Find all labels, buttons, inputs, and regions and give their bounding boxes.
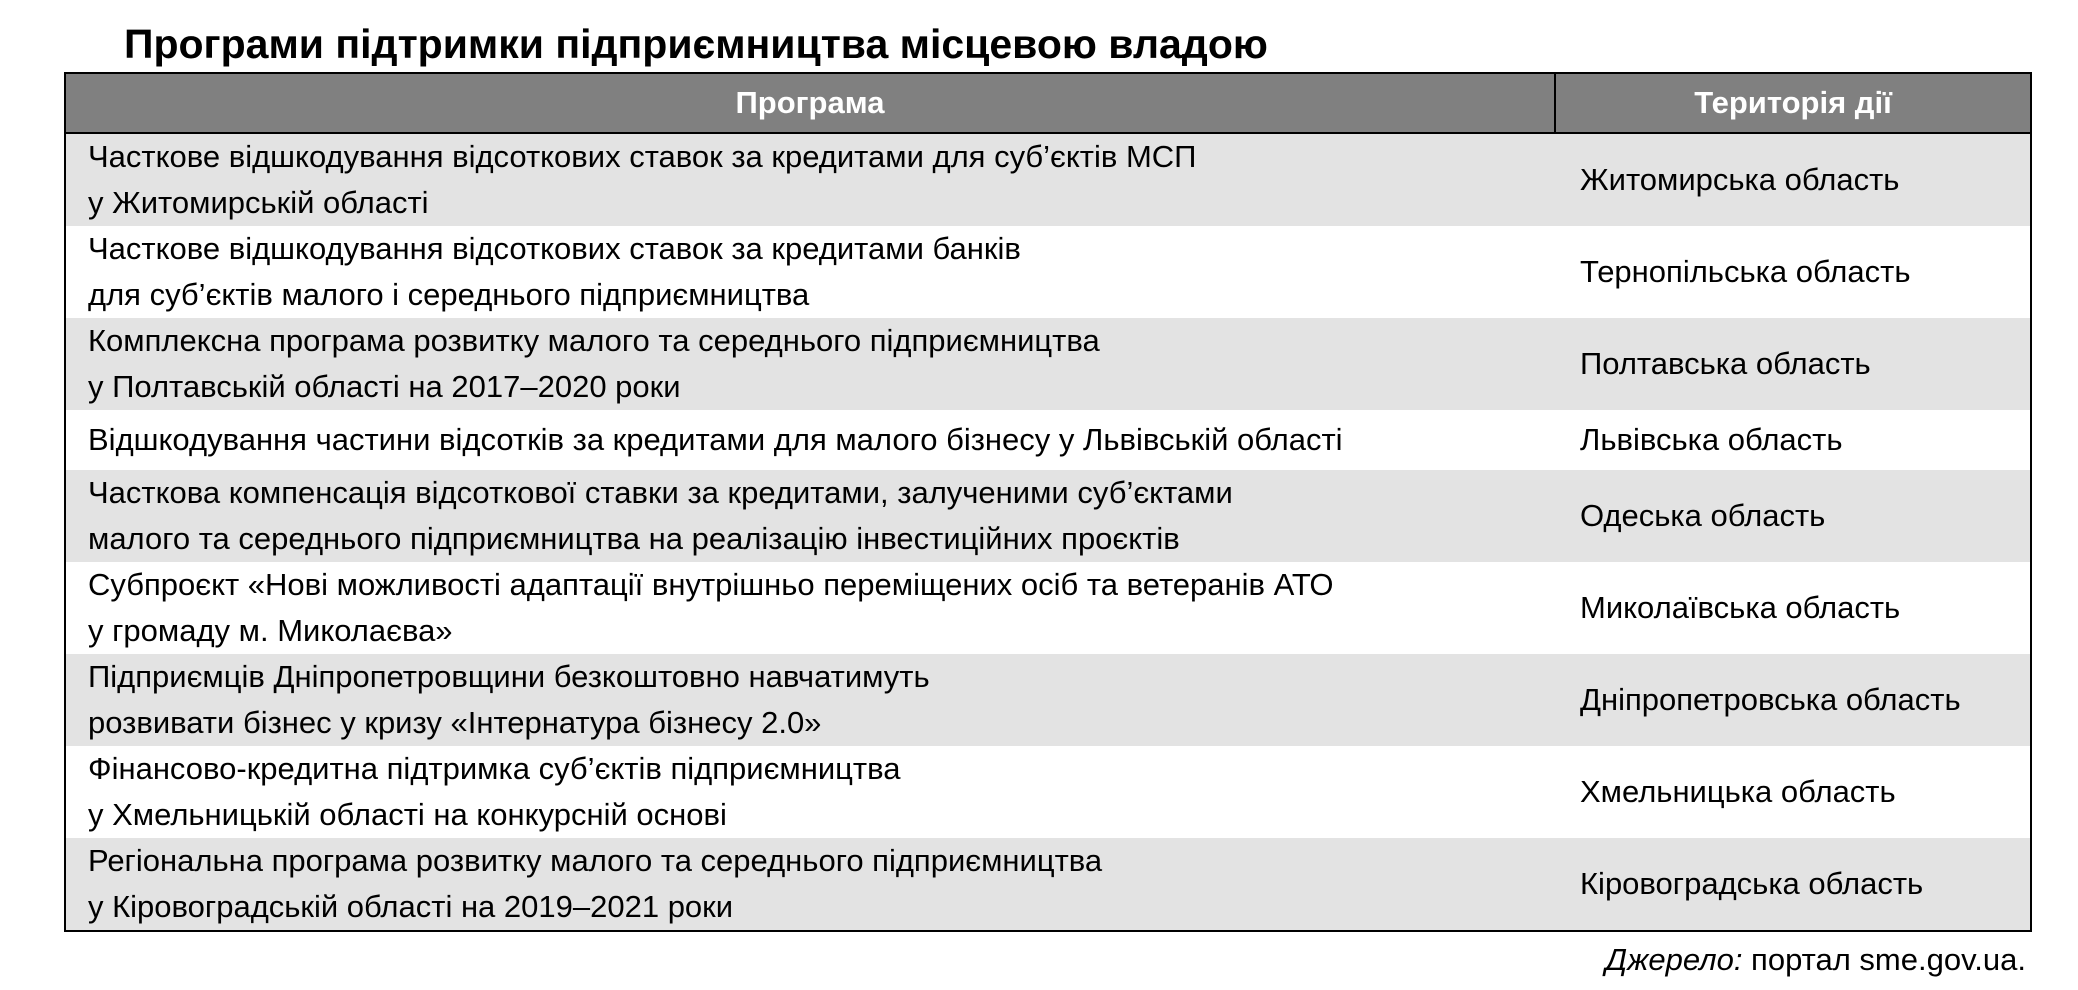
- territory-cell: Полтавська область: [1580, 346, 1871, 381]
- program-line: у Хмельницькій області на конкурсній основі: [88, 797, 727, 832]
- program-cell: [66, 318, 1556, 410]
- territory-cell: Тернопільська область: [1580, 254, 1911, 289]
- program-line: Фінансово-кредитна підтримка суб’єктів підприємництва: [88, 751, 901, 786]
- program-line: Відшкодування частини відсотків за кредитами для малого бізнесу у Львівській області: [88, 422, 1343, 457]
- program-line: у громаду м. Миколаєва»: [88, 613, 453, 648]
- program-cell: [66, 470, 1556, 562]
- table-row: [66, 410, 2030, 470]
- source-note: [1605, 938, 2026, 982]
- program-line: у Кіровоградській області на 2019–2021 роки: [88, 889, 734, 924]
- territory-cell: Хмельницька область: [1580, 774, 1896, 809]
- table-row: [66, 838, 2030, 930]
- program-cell: [66, 654, 1556, 746]
- program-line: Часткове відшкодування відсоткових ставок за кредитами банків: [88, 231, 1021, 266]
- source-text: портал sme.gov.ua.: [1742, 942, 2026, 977]
- program-line: Часткова компенсація відсоткової ставки за кредитами, залученими суб’єктами: [88, 475, 1233, 510]
- territory-cell: Львівська область: [1580, 422, 1843, 457]
- program-line: розвивати бізнес у кризу «Інтернатура бізнесу 2.0»: [88, 705, 822, 740]
- table-row: [66, 654, 2030, 746]
- territory-cell: Дніпропетровська область: [1580, 682, 1961, 717]
- program-cell: [66, 562, 1556, 654]
- territory-cell: Одеська область: [1580, 498, 1826, 533]
- program-line: у Полтавській області на 2017–2020 роки: [88, 369, 681, 404]
- header-territory: Територія дії: [1694, 85, 1892, 120]
- table-row: [66, 746, 2030, 838]
- territory-cell: Миколаївська область: [1580, 590, 1901, 625]
- program-line: малого та середнього підприємництва на реалізацію інвестиційних проєктів: [88, 521, 1180, 556]
- page-title: Програми підтримки підприємництва місцевою владою: [124, 21, 1268, 67]
- program-line: у Житомирській області: [88, 185, 429, 220]
- program-line: Часткове відшкодування відсоткових ставок за кредитами для суб’єктів МСП: [88, 139, 1197, 174]
- table-row: [66, 470, 2030, 562]
- source-label: Джерело:: [1605, 942, 1743, 977]
- program-line: Комплексна програма розвитку малого та середнього підприємництва: [88, 323, 1100, 358]
- program-cell: [66, 410, 1556, 470]
- program-cell: [66, 226, 1556, 318]
- territory-cell: Житомирська область: [1580, 162, 1900, 197]
- program-line: для суб’єктів малого і середнього підприємництва: [88, 277, 810, 312]
- program-cell: [66, 746, 1556, 838]
- program-cell: [66, 134, 1556, 226]
- table-row: [66, 134, 2030, 226]
- header-program: Програма: [66, 74, 1556, 132]
- table-row: [66, 562, 2030, 654]
- territory-cell: Кіровоградська область: [1580, 866, 1924, 901]
- table-row: [66, 318, 2030, 410]
- program-cell: [66, 838, 1556, 930]
- programs-table: [64, 72, 2032, 932]
- program-line: Субпроєкт «Нові можливості адаптації внутрішньо переміщених осіб та ветеранів АТО: [88, 567, 1334, 602]
- table-row: [66, 226, 2030, 318]
- program-line: Підприємців Дніпропетровщини безкоштовно навчатимуть: [88, 659, 930, 694]
- program-line: Регіональна програма розвитку малого та середнього підприємництва: [88, 843, 1103, 878]
- table-header: [66, 74, 2030, 134]
